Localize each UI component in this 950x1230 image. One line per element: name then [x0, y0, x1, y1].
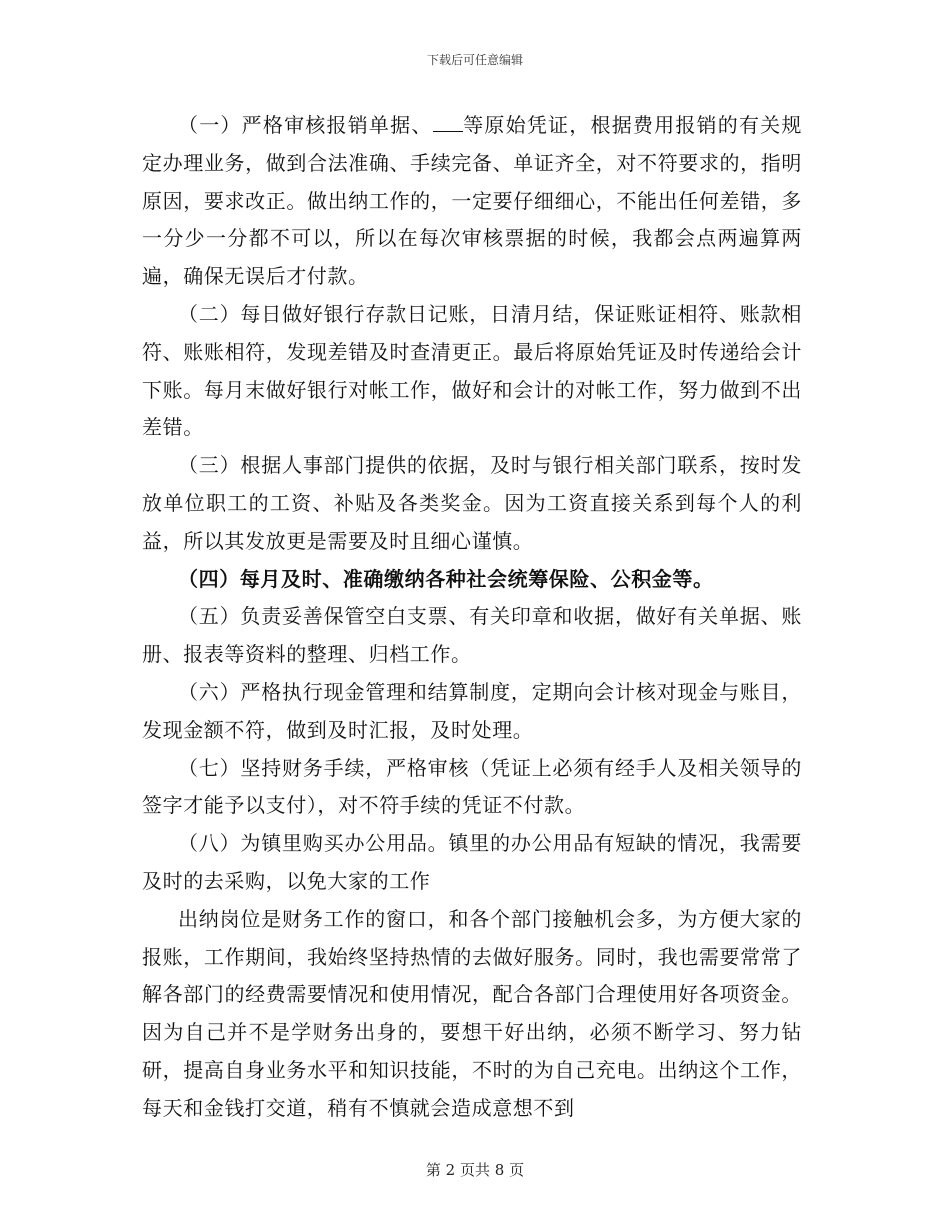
paragraph-4: （四）每月及时、准确缴纳各种社会统筹保险、公积金等。: [178, 566, 714, 591]
paragraph-8: （八）为镇里购买办公用品。镇里的办公用品有短缺的情况，我需要及时的去采购，以免大家的工作: [142, 831, 802, 893]
paragraph-1-before-blank: （一）严格审核报销单据、: [178, 113, 433, 137]
page-header: 下载后可任意编辑: [426, 53, 523, 67]
paragraph-9: 出纳岗位是财务工作的窗口，和各个部门接触机会多，为方便大家的报账，工作期间，我始终坚持热情的去做好服务。同时，我也需要常常了解各部门的经费需要情况和使用情况，配合各部门合理使用好各项资金。因为自己并不是学财务出身的，要想干好出纳，必须不断学习、努力钻研，提高自身业务水平和知识技能，不时的为自己充电。出纳这个工作，每天和金钱打交道，稍有不慎就会造成意想不到: [142, 906, 802, 1120]
page-number-footer: 第 2 页共 8 页: [425, 1161, 525, 1179]
paragraph-6: （六）严格执行现金管理和结算制度，定期向会计核对现金与账目，发现金额不符，做到及时汇报，及时处理。: [142, 679, 802, 742]
paragraph-5: （五）负责妥善保管空白支票、有关印章和收据，做好有关单据、账册、报表等资料的整理、归档工作。: [142, 604, 802, 667]
paragraph-1-after-blank: 等原始凭证，根据费用报销的有关规定办理业务，做到合法准确、手续完备、单证齐全，对不符要求的，指明原因，要求改正。做出纳工作的，一定要仔细细心，不能出任何差错，多一分少一分都不可以，所以在每次审核票据的时候，我都会点两遍算两遍，确保无误后才付款。: [142, 113, 802, 289]
document-body: [142, 107, 802, 1128]
paragraph-1: [142, 107, 802, 296]
fill-in-blank: [433, 113, 463, 132]
paragraph-2: （二）每日做好银行存款日记账，日清月结，保证账证相符、账款相符、账账相符，发现差错及时查清更正。最后将原始凭证及时传递给会计下账。每月末做好银行对帐工作，做好和会计的对帐工作，努力做到不出差错。: [142, 301, 802, 440]
paragraph-3: （三）根据人事部门提供的依据，及时与银行相关部门联系，按时发放单位职工的工资、补贴及各类奖金。因为工资直接关系到每个人的利益，所以其发放更是需要及时且细心谨慎。: [142, 453, 802, 553]
paragraph-7: （七）坚持财务手续，严格审核（凭证上必须有经手人及相关领导的签字才能予以支付），对不符手续的凭证不付款。: [142, 755, 802, 818]
